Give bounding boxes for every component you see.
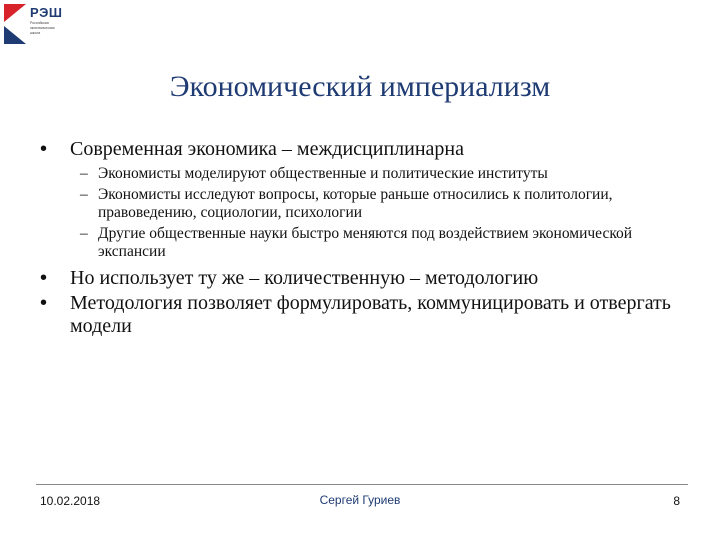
sub-bullet-symbol: –	[80, 186, 88, 203]
sub-bullet-item	[40, 165, 690, 183]
bullet-text: Но использует ту же – количественную – методологию	[70, 267, 539, 289]
logo-subtitle-line: Российская	[30, 21, 49, 25]
sub-bullet-text: Экономисты моделируют общественные и политические институты	[98, 165, 548, 182]
bullet-item	[40, 267, 690, 290]
nes-logo-icon	[4, 4, 26, 44]
sub-bullet-symbol: –	[80, 165, 88, 182]
sub-bullet-symbol: –	[80, 225, 88, 242]
bullet-symbol: •	[40, 138, 48, 160]
sub-bullet-item	[40, 186, 690, 222]
logo-subtitle-line: школа	[30, 31, 41, 35]
page-number: 8	[673, 494, 680, 508]
sub-bullet-item	[40, 225, 690, 261]
logo-subtitle	[30, 21, 76, 36]
footer-divider	[36, 484, 688, 485]
logo-text: РЭШ	[30, 5, 63, 20]
sub-bullet-list	[40, 165, 690, 261]
sub-bullet-text: Другие общественные науки быстро меняются под воздействием экономической экспансии	[98, 225, 633, 260]
bullet-item	[40, 138, 690, 161]
bullet-symbol: •	[40, 267, 48, 289]
footer-date: 10.02.2018	[40, 494, 101, 508]
sub-bullet-text: Экономисты исследуют вопросы, которые раньше относились к политологии, правоведению, социологии, психологии	[98, 186, 613, 221]
logo	[4, 4, 76, 46]
logo-subtitle-line: экономическая	[30, 26, 55, 30]
slide-content	[40, 138, 690, 340]
bullet-text: Современная экономика – междисциплинарна	[70, 138, 464, 160]
bullet-text: Методология позволяет формулировать, коммуницировать и отвергать модели	[70, 292, 671, 337]
slide-title: Экономический империализм	[169, 70, 551, 103]
bullet-item	[40, 292, 690, 338]
footer-author: Сергей Гуриев	[319, 493, 401, 507]
bullet-symbol: •	[40, 292, 48, 314]
